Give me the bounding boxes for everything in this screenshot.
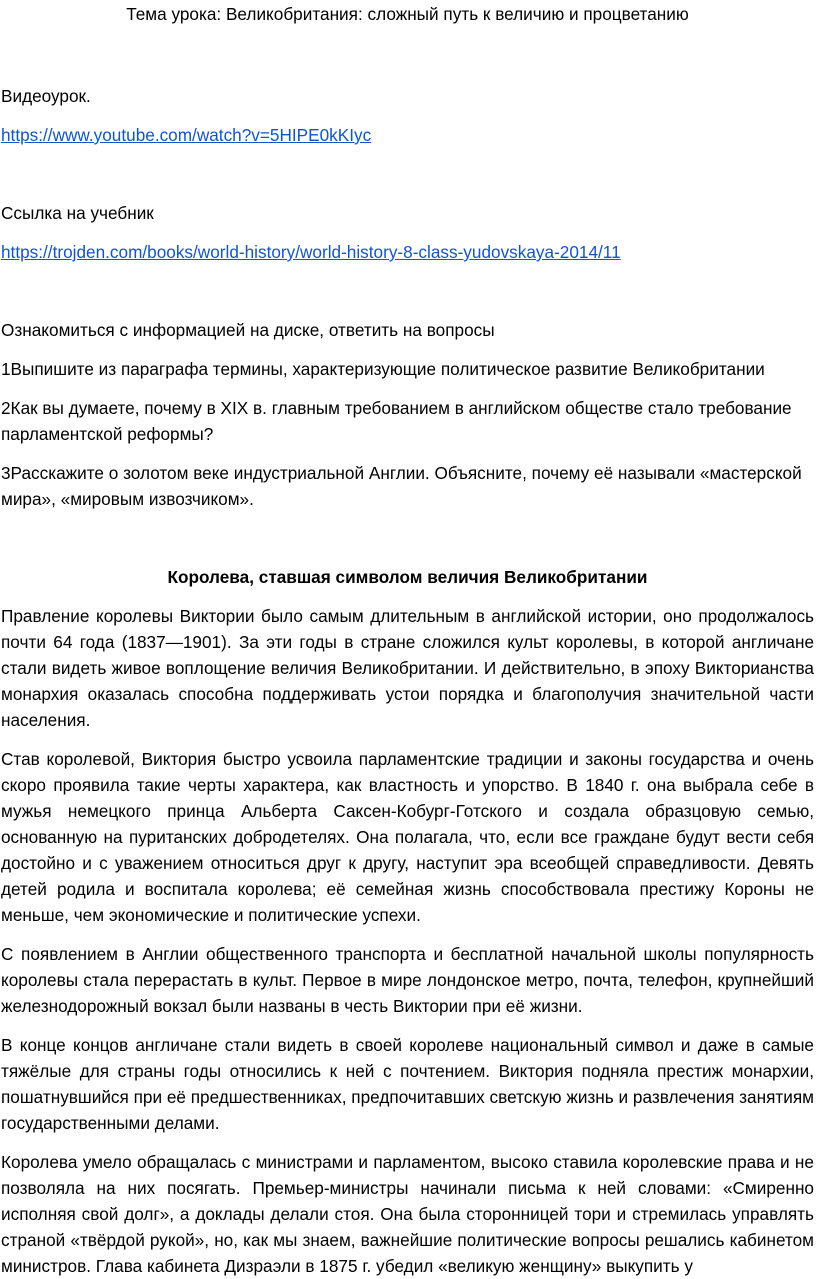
paragraph-1: Правление королевы Виктории было самым длительным в английской истории, оно продолжалось почти 64 года (1837—1901). За эти годы в стране сложился культ королевы, в которой англичане стали видеть живое воплощение величия Великобритании. И действительно, в эпоху Викторианства монархия оказалась способна поддерживать устои порядка и благополучия значительной части населения.	[1, 606, 814, 730]
video-link[interactable]: https://www.youtube.com/watch?v=5HIPE0kKIyc	[1, 125, 372, 145]
video-label: Видеоурок.	[1, 86, 91, 106]
lesson-title: Тема урока: Великобритания: сложный путь к величию и процветанию	[126, 4, 689, 24]
section-heading: Королева, ставшая символом величия Великобритании	[167, 567, 648, 587]
question-1: 1Выпишите из параграфа термины, характеризующие политическое развитие Великобритании	[1, 359, 765, 379]
paragraph-4: В конце концов англичане стали видеть в своей королеве национальный символ и даже в самые тяжёлые для страны годы относились к ней с почтением. Виктория подняла престиж монархии, пошатнувшийся при её предшественниках, предпочитавших светскую жизнь и развлечения занятиям государственными делами.	[1, 1035, 814, 1133]
textbook-link-line	[1, 239, 814, 265]
video-link-line	[1, 122, 814, 148]
instructions-text: Ознакомиться с информацией на диске, ответить на вопросы	[1, 320, 495, 340]
textbook-link[interactable]: https://trojden.com/books/world-history/world-history-8-class-yudovskaya-2014/11	[1, 242, 621, 262]
paragraph-5: Королева умело обращалась с министрами и парламентом, высоко ставила королевские права и не позволяла на них посягать. Премьер-министры начинали письма к ней словами: «Смиренно исполняя свой долг», а доклады делали стоя. Она была сторонницей тори и стремилась управлять страной «твёрдой рукой», но, как мы знаем, важнейшие политические вопросы решались кабинетом министров. Глава кабинета Дизраэли в 1875 г. убедил «великую женщину» выкупить у	[1, 1152, 814, 1276]
paragraph-3: С появлением в Англии общественного транспорта и бесплатной начальной школы популярность королевы стала перерастать в культ. Первое в мире лондонское метро, почта, телефон, крупнейший железнодорожный вокзал были названы в честь Виктории при её жизни.	[1, 944, 814, 1016]
question-3: 3Расскажите о золотом веке индустриальной Англии. Объясните, почему её называли «мастерской мира», «мировым извозчиком».	[1, 463, 802, 509]
paragraph-2: Став королевой, Виктория быстро усвоила парламентские традиции и законы государства и очень скоро проявила такие черты характера, как властность и упорство. В 1840 г. она выбрала себе в мужья немецкого принца Альберта Саксен-Кобург-Готского и создала образцовую семью, основанную на пуританских добродетелях. Она полагала, что, если все граждане будут вести себя достойно и с уважением относиться друг к другу, наступит эра всеобщей справедливости. Девять детей родила и воспитала королева; её семейная жизнь способствовала престижу Короны не меньше, чем экономические и политические успехи.	[1, 749, 814, 925]
question-2: 2Как вы думаете, почему в XIX в. главным требованием в английском обществе стало требование парламентской реформы?	[1, 398, 792, 444]
textbook-label: Ссылка на учебник	[1, 203, 154, 223]
